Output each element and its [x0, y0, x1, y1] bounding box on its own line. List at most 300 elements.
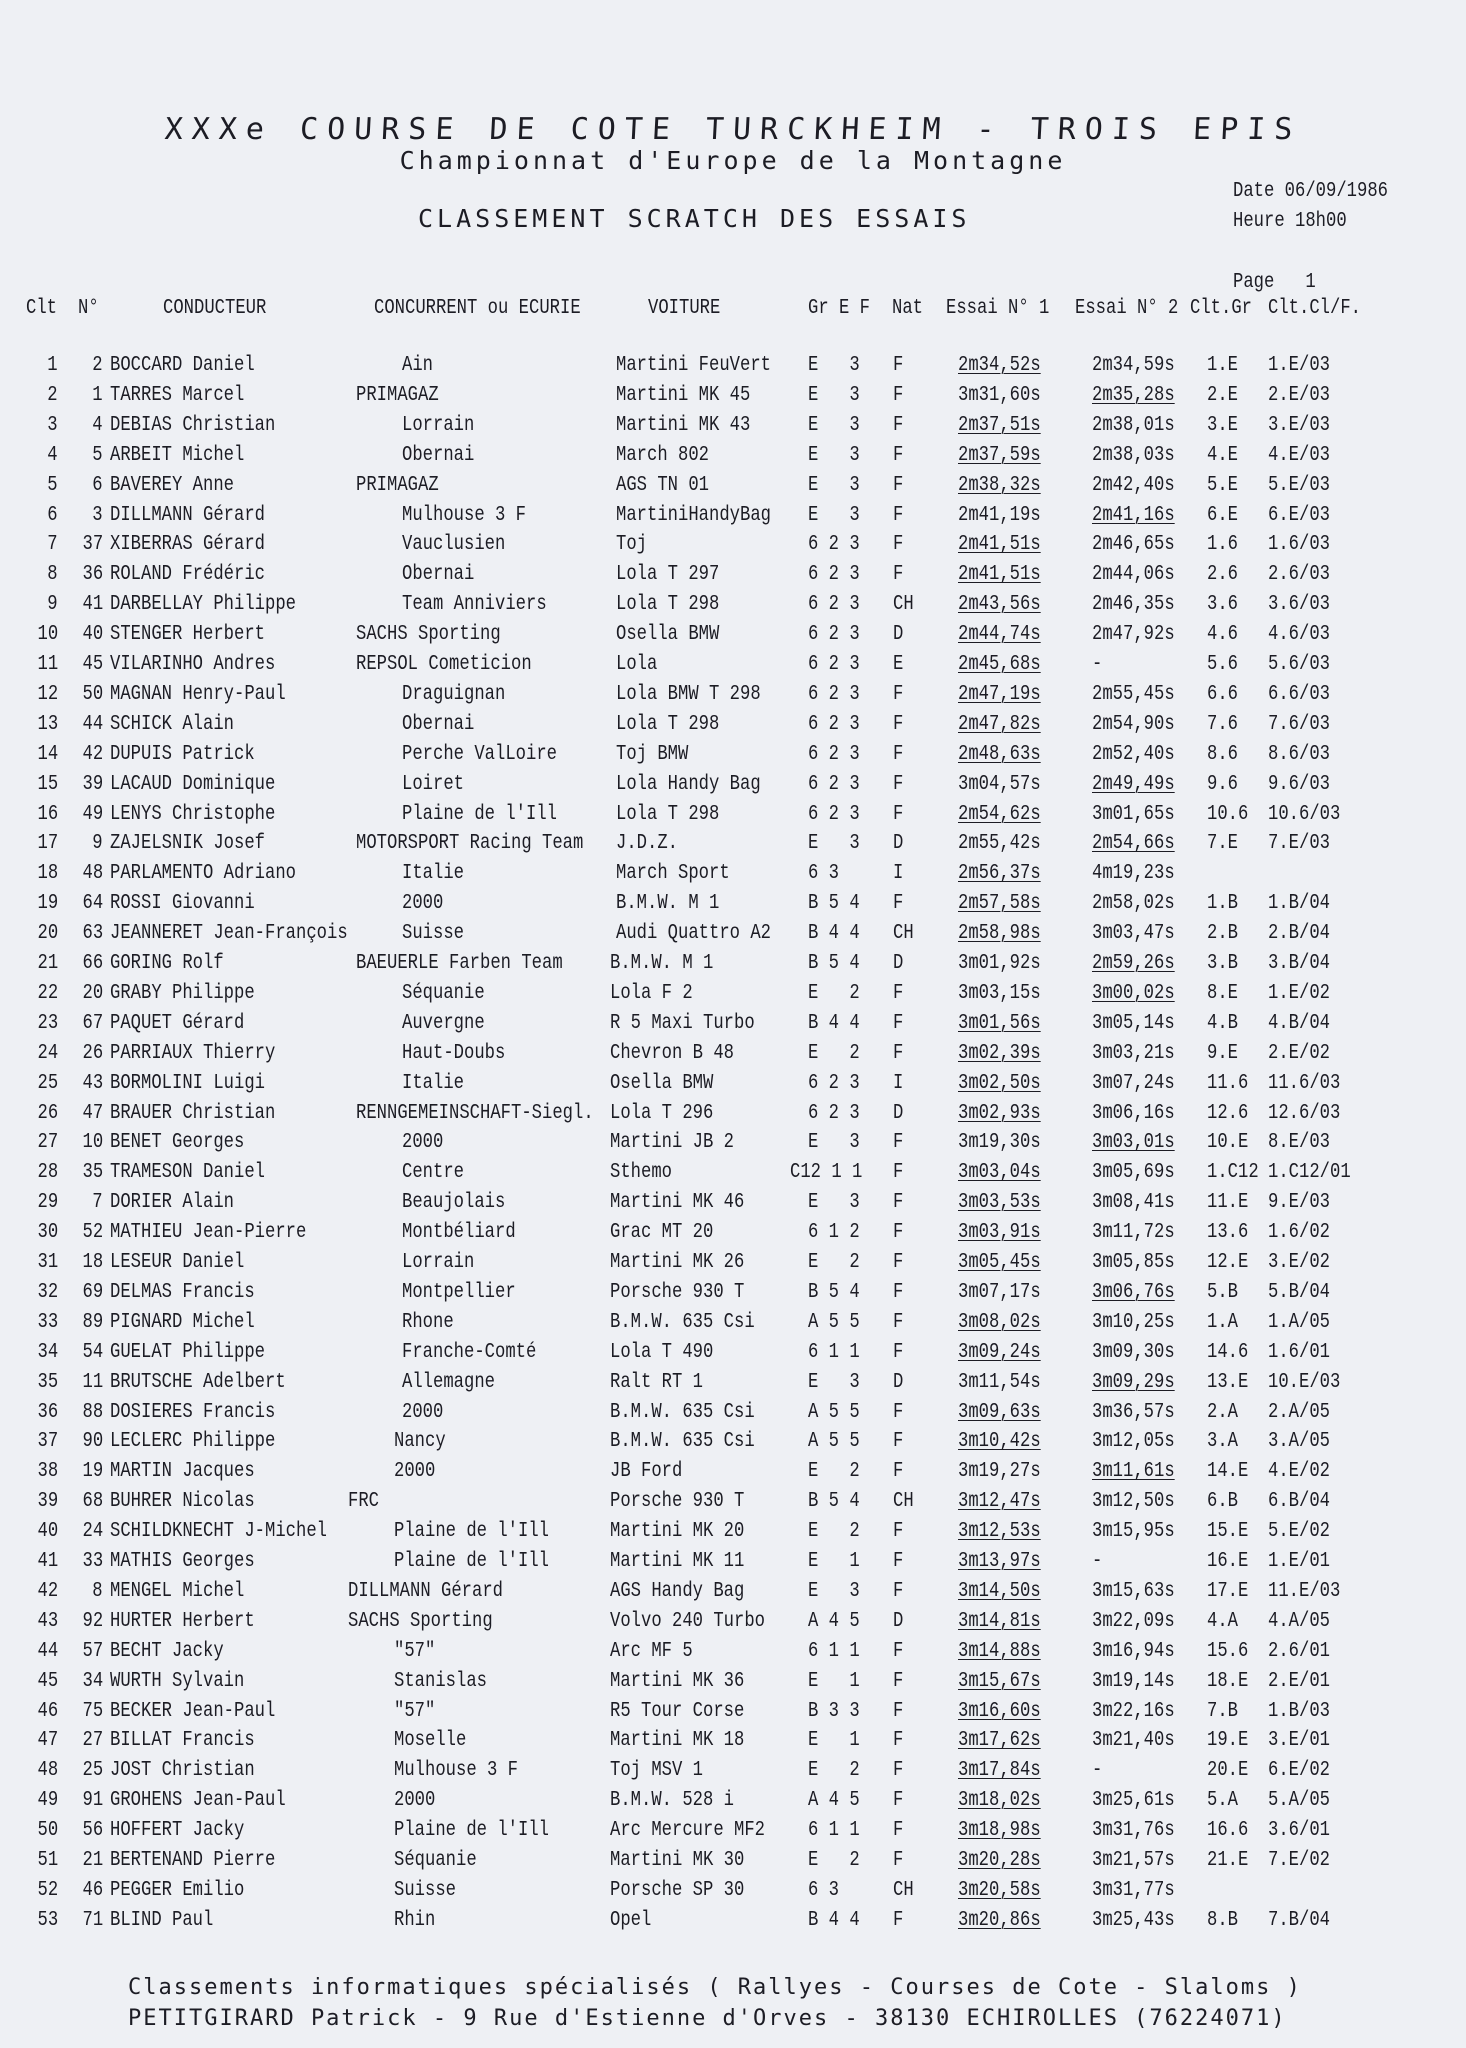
cell-driver: BORMOLINI Luigi: [110, 1071, 266, 1095]
footer-line-1: Classements informatiques spécialisés ( Rallyes - Courses de Cote - Slaloms ): [128, 1975, 1302, 2000]
cell-essai2: 3m15,95s: [1092, 1520, 1175, 1544]
cell-driver: ROLAND Frédéric: [110, 563, 266, 587]
cell-class-group: 13.6: [1207, 1221, 1249, 1245]
cell-number: 49: [82, 802, 103, 826]
cell-nationality: F: [893, 1460, 904, 1484]
cell-rank: 6: [47, 503, 58, 527]
cell-group: E 3: [808, 832, 860, 856]
cell-number: 42: [82, 742, 103, 766]
table-row: [0, 1550, 1466, 1579]
cell-rank: 5: [47, 473, 58, 497]
cell-essai1: 3m02,50s: [958, 1071, 1041, 1095]
cell-number: 4: [92, 413, 103, 437]
cell-car: Osella BMW: [616, 623, 720, 647]
cell-nationality: F: [893, 1221, 904, 1245]
cell-nationality: F: [893, 1908, 904, 1932]
cell-car: Martini FeuVert: [616, 354, 772, 377]
cell-number: 71: [82, 1908, 103, 1932]
cell-class-group: 8.E: [1207, 981, 1239, 1005]
cell-class-cl: 10.E/03: [1268, 1370, 1341, 1394]
cell-essai1: 3m20,86s: [958, 1908, 1041, 1932]
table-row: [0, 1191, 1466, 1220]
cell-team: Loiret: [402, 772, 465, 796]
cell-group: E 2: [808, 1520, 860, 1544]
cell-driver: ZAJELSNIK Josef: [110, 832, 266, 856]
cell-rank: 33: [37, 1310, 58, 1334]
cell-number: 57: [82, 1639, 103, 1663]
cell-car: B.M.W. M 1: [610, 952, 714, 975]
cell-class-cl: 2.B/04: [1268, 922, 1331, 946]
cell-driver: PIGNARD Michel: [110, 1310, 255, 1334]
cell-nationality: F: [893, 742, 904, 766]
cell-nationality: F: [893, 413, 904, 437]
cell-class-cl: 11.E/03: [1268, 1579, 1341, 1603]
cell-class-cl: 6.B/04: [1268, 1490, 1331, 1514]
cell-essai1: 2m56,37s: [958, 862, 1041, 886]
table-row: [0, 1580, 1466, 1609]
cell-essai2: 3m15,63s: [1092, 1579, 1175, 1603]
cell-car: R5 Tour Corse: [610, 1699, 745, 1723]
cell-car: Porsche SP 30: [610, 1878, 745, 1902]
table-row: [0, 1042, 1466, 1071]
cell-group: 6 2 3: [808, 593, 860, 617]
cell-car: B.M.W. 635 Csi: [610, 1310, 755, 1334]
championship-subtitle: Championnat d'Europe de la Montagne: [399, 146, 1067, 175]
cell-group: B 4 4: [808, 922, 860, 946]
cell-nationality: F: [893, 563, 904, 587]
cell-nationality: D: [893, 1370, 904, 1394]
cell-class-group: 1.6: [1207, 533, 1239, 557]
cell-class-group: 14.E: [1207, 1460, 1249, 1484]
table-row: [0, 1879, 1466, 1908]
cell-group: 6 2 3: [808, 802, 860, 826]
cell-group: C12 1 1: [790, 1161, 863, 1185]
cell-group: 6 2 3: [808, 1101, 860, 1125]
cell-class-group: 1.B: [1207, 892, 1239, 916]
cell-number: 33: [82, 1550, 103, 1573]
cell-team: 2000: [394, 1460, 436, 1484]
cell-rank: 45: [37, 1669, 58, 1693]
cell-driver: GRABY Philippe: [110, 981, 255, 1005]
cell-nationality: F: [893, 443, 904, 467]
cell-number: 44: [82, 712, 103, 736]
cell-nationality: F: [893, 1849, 904, 1872]
cell-team: Mulhouse 3 F: [402, 503, 527, 527]
cell-team: Nancy: [394, 1430, 446, 1454]
table-row: [0, 952, 1466, 981]
cell-driver: MATHIEU Jean-Pierre: [110, 1221, 307, 1245]
cell-driver: PARLAMENTO Adriano: [110, 862, 297, 886]
cell-car: Martini MK 26: [610, 1251, 745, 1274]
cell-essai2: -: [1092, 1550, 1103, 1573]
cell-class-group: 15.E: [1207, 1520, 1249, 1544]
cell-nationality: F: [893, 682, 904, 706]
cell-driver: BAVEREY Anne: [110, 473, 235, 497]
cell-rank: 23: [37, 1011, 58, 1035]
cell-car: Martini MK 36: [610, 1669, 745, 1693]
table-row: [0, 713, 1466, 742]
cell-group: 6 2 3: [808, 653, 860, 676]
cell-number: 90: [82, 1430, 103, 1454]
cell-nationality: CH: [893, 1878, 914, 1902]
cell-group: 6 1 1: [808, 1340, 860, 1364]
cell-essai2: 3m31,76s: [1092, 1819, 1175, 1843]
cell-driver: BOCCARD Daniel: [110, 354, 255, 377]
cell-class-cl: 2.6/01: [1268, 1639, 1331, 1663]
cell-group: 6 2 3: [808, 1071, 860, 1095]
cell-essai2: 3m25,43s: [1092, 1908, 1175, 1932]
cell-car: AGS TN 01: [616, 473, 710, 497]
cell-group: A 5 5: [808, 1430, 860, 1454]
cell-class-cl: 3.6/03: [1268, 593, 1331, 617]
cell-class-cl: 1.6/03: [1268, 533, 1331, 557]
cell-class-cl: 1.A/05: [1268, 1310, 1331, 1334]
cell-essai1: 3m14,50s: [958, 1579, 1041, 1603]
table-row: [0, 1640, 1466, 1669]
table-row: [0, 354, 1466, 383]
cell-essai1: 2m55,42s: [958, 832, 1041, 856]
cell-rank: 11: [37, 653, 58, 676]
cell-nationality: D: [893, 1101, 904, 1125]
cell-group: 6 2 3: [808, 533, 860, 557]
cell-team: Rhone: [402, 1310, 454, 1334]
cell-car: Martini MK 30: [610, 1849, 745, 1872]
cell-rank: 41: [37, 1550, 58, 1573]
cell-essai2: 3m16,94s: [1092, 1639, 1175, 1663]
cell-driver: BLIND Paul: [110, 1908, 214, 1932]
cell-car: Audi Quattro A2: [616, 922, 772, 946]
cell-team: Franche-Comté: [402, 1340, 537, 1364]
cell-group: B 4 4: [808, 1011, 860, 1035]
cell-nationality: F: [893, 383, 904, 407]
table-row: [0, 1281, 1466, 1310]
cell-group: E 3: [808, 1579, 860, 1603]
table-row: [0, 533, 1466, 562]
cell-rank: 1: [47, 354, 58, 377]
cell-rank: 48: [37, 1759, 58, 1783]
cell-class-group: 2.6: [1207, 563, 1239, 587]
cell-essai2: 3m12,05s: [1092, 1430, 1175, 1454]
table-row: [0, 1311, 1466, 1340]
cell-team: Italie: [402, 862, 465, 886]
cell-essai1: 3m13,97s: [958, 1550, 1041, 1573]
cell-car: B.M.W. 635 Csi: [610, 1400, 755, 1424]
cell-rank: 9: [47, 593, 58, 617]
cell-team: Draguignan: [402, 682, 506, 706]
cell-car: Martini MK 18: [610, 1729, 745, 1753]
cell-driver: BRAUER Christian: [110, 1101, 276, 1125]
cell-team: Vauclusien: [402, 533, 506, 557]
cell-number: 20: [82, 981, 103, 1005]
cell-team: Obernai: [402, 443, 475, 467]
cell-essai1: 3m02,39s: [958, 1041, 1041, 1065]
cell-group: A 4 5: [808, 1789, 860, 1813]
cell-nationality: F: [893, 1669, 904, 1693]
cell-group: E 2: [808, 1759, 860, 1783]
cell-nationality: I: [893, 862, 904, 886]
time-label: Heure 18h00: [1233, 210, 1347, 233]
cell-car: Lola T 490: [610, 1340, 714, 1364]
table-row: [0, 593, 1466, 622]
cell-team: Séquanie: [402, 981, 485, 1005]
cell-class-cl: 1.E/01: [1268, 1550, 1331, 1573]
cell-nationality: D: [893, 623, 904, 647]
cell-group: E 2: [808, 981, 860, 1005]
cell-driver: BERTENAND Pierre: [110, 1849, 276, 1872]
cell-rank: 25: [37, 1071, 58, 1095]
cell-number: 11: [82, 1370, 103, 1394]
cell-essai1: 3m03,53s: [958, 1191, 1041, 1215]
cell-number: 26: [82, 1041, 103, 1065]
cell-nationality: F: [893, 1550, 904, 1573]
table-row: [0, 1430, 1466, 1459]
cell-driver: STENGER Herbert: [110, 623, 266, 647]
cell-group: 6 3: [808, 1878, 840, 1902]
cell-essai2: 3m06,16s: [1092, 1101, 1175, 1125]
cell-team: RENNGEMEINSCHAFT-Siegl.: [356, 1101, 594, 1125]
cell-class-group: 12.6: [1207, 1101, 1249, 1125]
cell-team: 2000: [394, 1789, 436, 1813]
cell-essai2: 2m35,28s: [1092, 383, 1175, 407]
table-row: [0, 773, 1466, 802]
cell-team: Lorrain: [402, 413, 475, 437]
cell-rank: 12: [37, 682, 58, 706]
cell-driver: BILLAT Francis: [110, 1729, 255, 1753]
cell-essai2: 2m58,02s: [1092, 892, 1175, 916]
cell-class-cl: 1.E/03: [1268, 354, 1331, 377]
cell-car: Grac MT 20: [610, 1221, 714, 1245]
cell-class-group: 9.6: [1207, 772, 1239, 796]
col-header-num: N°: [78, 297, 99, 320]
cell-group: E 2: [808, 1460, 860, 1484]
cell-car: Lola F 2: [610, 981, 693, 1005]
cell-driver: BECKER Jean-Paul: [110, 1699, 276, 1723]
cell-nationality: F: [893, 1759, 904, 1783]
cell-number: 40: [82, 623, 103, 647]
cell-team: 2000: [402, 892, 444, 916]
cell-group: B 4 4: [808, 1908, 860, 1932]
cell-driver: BUHRER Nicolas: [110, 1490, 255, 1514]
cell-nationality: F: [893, 503, 904, 527]
cell-class-group: 3.E: [1207, 413, 1239, 437]
cell-rank: 39: [37, 1490, 58, 1514]
cell-car: Toj BMW: [616, 742, 689, 766]
cell-group: E 2: [808, 1251, 860, 1274]
cell-number: 27: [82, 1729, 103, 1753]
table-row: [0, 1700, 1466, 1729]
cell-driver: GORING Rolf: [110, 952, 224, 975]
cell-driver: LECLERC Philippe: [110, 1430, 276, 1454]
cell-class-group: 4.B: [1207, 1011, 1239, 1035]
cell-rank: 17: [37, 832, 58, 856]
cell-team: Rhin: [394, 1908, 436, 1932]
cell-class-group: 7.E: [1207, 832, 1239, 856]
cell-driver: SCHICK Alain: [110, 712, 235, 736]
cell-essai2: 2m54,66s: [1092, 832, 1175, 856]
cell-rank: 26: [37, 1101, 58, 1125]
cell-essai2: 3m31,77s: [1092, 1878, 1175, 1902]
cell-essai2: 3m22,09s: [1092, 1609, 1175, 1633]
cell-essai1: 3m09,63s: [958, 1400, 1041, 1424]
cell-number: 21: [82, 1849, 103, 1872]
cell-class-group: 16.E: [1207, 1550, 1249, 1573]
cell-rank: 18: [37, 862, 58, 886]
cell-essai2: 3m10,25s: [1092, 1310, 1175, 1334]
cell-rank: 53: [37, 1908, 58, 1932]
cell-team: Centre: [402, 1161, 465, 1185]
cell-rank: 36: [37, 1400, 58, 1424]
cell-class-cl: 4.E/03: [1268, 443, 1331, 467]
cell-car: Porsche 930 T: [610, 1490, 745, 1514]
cell-number: 36: [82, 563, 103, 587]
cell-class-group: 5.6: [1207, 653, 1239, 676]
cell-essai2: 3m21,40s: [1092, 1729, 1175, 1753]
table-row: [0, 1221, 1466, 1250]
cell-nationality: CH: [893, 922, 914, 946]
cell-driver: JOST Christian: [110, 1759, 255, 1783]
cell-group: E 3: [808, 443, 860, 467]
cell-essai2: 3m11,72s: [1092, 1221, 1175, 1245]
cell-group: E 3: [808, 1370, 860, 1394]
cell-class-cl: 1.C12/01: [1268, 1161, 1351, 1185]
cell-essai1: 3m04,57s: [958, 772, 1041, 796]
cell-rank: 38: [37, 1460, 58, 1484]
cell-essai2: 3m01,65s: [1092, 802, 1175, 826]
table-row: [0, 862, 1466, 891]
cell-class-cl: 12.6/03: [1268, 1101, 1341, 1125]
cell-car: Volvo 240 Turbo: [610, 1609, 766, 1633]
cell-car: Lola: [616, 653, 658, 676]
cell-class-group: 12.E: [1207, 1251, 1249, 1274]
cell-team: PRIMAGAZ: [356, 473, 439, 497]
cell-number: 1: [92, 383, 103, 407]
cell-nationality: F: [893, 354, 904, 377]
cell-nationality: F: [893, 1400, 904, 1424]
cell-number: 50: [82, 682, 103, 706]
cell-class-group: 7.B: [1207, 1699, 1239, 1723]
cell-essai1: 2m38,32s: [958, 473, 1041, 497]
cell-number: 35: [82, 1161, 103, 1185]
table-row: [0, 1759, 1466, 1788]
cell-rank: 44: [37, 1639, 58, 1663]
cell-rank: 21: [37, 952, 58, 975]
cell-class-group: 4.E: [1207, 443, 1239, 467]
cell-driver: MARTIN Jacques: [110, 1460, 255, 1484]
cell-rank: 37: [37, 1430, 58, 1454]
cell-rank: 19: [37, 892, 58, 916]
cell-class-group: 1.C12: [1207, 1161, 1259, 1185]
cell-class-group: 19.E: [1207, 1729, 1249, 1753]
cell-rank: 31: [37, 1251, 58, 1274]
cell-number: 64: [82, 892, 103, 916]
col-header-driver: CONDUCTEUR: [163, 297, 267, 320]
cell-number: 24: [82, 1520, 103, 1544]
cell-class-group: 6.E: [1207, 503, 1239, 527]
table-row: [0, 1819, 1466, 1848]
cell-group: E 3: [808, 1131, 860, 1155]
cell-driver: GUELAT Philippe: [110, 1340, 266, 1364]
cell-essai2: 2m44,06s: [1092, 563, 1175, 587]
cell-class-cl: 2.A/05: [1268, 1400, 1331, 1424]
cell-essai1: 2m57,58s: [958, 892, 1041, 916]
cell-essai1: 2m41,51s: [958, 533, 1041, 557]
cell-number: 66: [82, 952, 103, 975]
cell-group: A 4 5: [808, 1609, 860, 1633]
table-row: [0, 384, 1466, 413]
cell-rank: 24: [37, 1041, 58, 1065]
cell-essai2: 3m08,41s: [1092, 1191, 1175, 1215]
cell-class-group: 5.A: [1207, 1789, 1239, 1813]
cell-rank: 28: [37, 1161, 58, 1185]
cell-number: 41: [82, 593, 103, 617]
cell-essai2: 2m46,35s: [1092, 593, 1175, 617]
cell-class-group: 9.E: [1207, 1041, 1239, 1065]
cell-essai2: 4m19,23s: [1092, 862, 1175, 886]
cell-essai1: 3m01,56s: [958, 1011, 1041, 1035]
cell-rank: 47: [37, 1729, 58, 1753]
cell-essai1: 3m12,53s: [958, 1520, 1041, 1544]
table-row: [0, 803, 1466, 832]
cell-essai2: 2m38,03s: [1092, 443, 1175, 467]
cell-essai1: 3m07,17s: [958, 1280, 1041, 1304]
cell-rank: 49: [37, 1789, 58, 1813]
cell-class-group: 18.E: [1207, 1669, 1249, 1693]
cell-class-cl: 2.E/01: [1268, 1669, 1331, 1693]
cell-driver: BRUTSCHE Adelbert: [110, 1370, 286, 1394]
cell-nationality: F: [893, 1699, 904, 1723]
cell-class-cl: 1.6/01: [1268, 1340, 1331, 1364]
cell-essai2: 2m41,16s: [1092, 503, 1175, 527]
cell-group: E 3: [808, 503, 860, 527]
cell-essai2: 2m59,26s: [1092, 952, 1175, 975]
cell-team: Obernai: [402, 563, 475, 587]
cell-driver: WURTH Sylvain: [110, 1669, 245, 1693]
cell-team: Beaujolais: [402, 1191, 506, 1215]
cell-essai1: 3m05,45s: [958, 1251, 1041, 1274]
cell-group: E 2: [808, 1849, 860, 1872]
cell-group: E 1: [808, 1550, 860, 1573]
cell-class-group: 16.6: [1207, 1819, 1249, 1843]
cell-car: Osella BMW: [610, 1071, 714, 1095]
cell-class-cl: 1.E/02: [1268, 981, 1331, 1005]
cell-essai2: -: [1092, 1759, 1103, 1783]
cell-rank: 30: [37, 1221, 58, 1245]
cell-driver: BENET Georges: [110, 1131, 245, 1155]
cell-team: "57": [394, 1639, 436, 1663]
cell-nationality: F: [893, 892, 904, 916]
cell-car: Porsche 930 T: [610, 1280, 745, 1304]
cell-team: 2000: [402, 1131, 444, 1155]
cell-number: 63: [82, 922, 103, 946]
cell-rank: 16: [37, 802, 58, 826]
cell-class-cl: 6.6/03: [1268, 682, 1331, 706]
cell-group: 6 2 3: [808, 712, 860, 736]
cell-class-cl: 2.E/02: [1268, 1041, 1331, 1065]
cell-essai2: 2m55,45s: [1092, 682, 1175, 706]
cell-team: MOTORSPORT Racing Team: [356, 832, 584, 856]
cell-essai1: 3m20,58s: [958, 1878, 1041, 1902]
cell-group: B 5 4: [808, 952, 860, 975]
cell-essai1: 2m45,68s: [958, 653, 1041, 676]
cell-team: Ain: [402, 354, 434, 377]
cell-team: BAEUERLE Farben Team: [356, 952, 563, 975]
cell-number: 37: [82, 533, 103, 557]
cell-essai2: -: [1092, 653, 1103, 676]
cell-team: SACHS Sporting: [356, 623, 501, 647]
cell-group: 6 1 2: [808, 1221, 860, 1245]
cell-essai1: 2m41,19s: [958, 503, 1041, 527]
cell-team: Séquanie: [394, 1849, 477, 1872]
